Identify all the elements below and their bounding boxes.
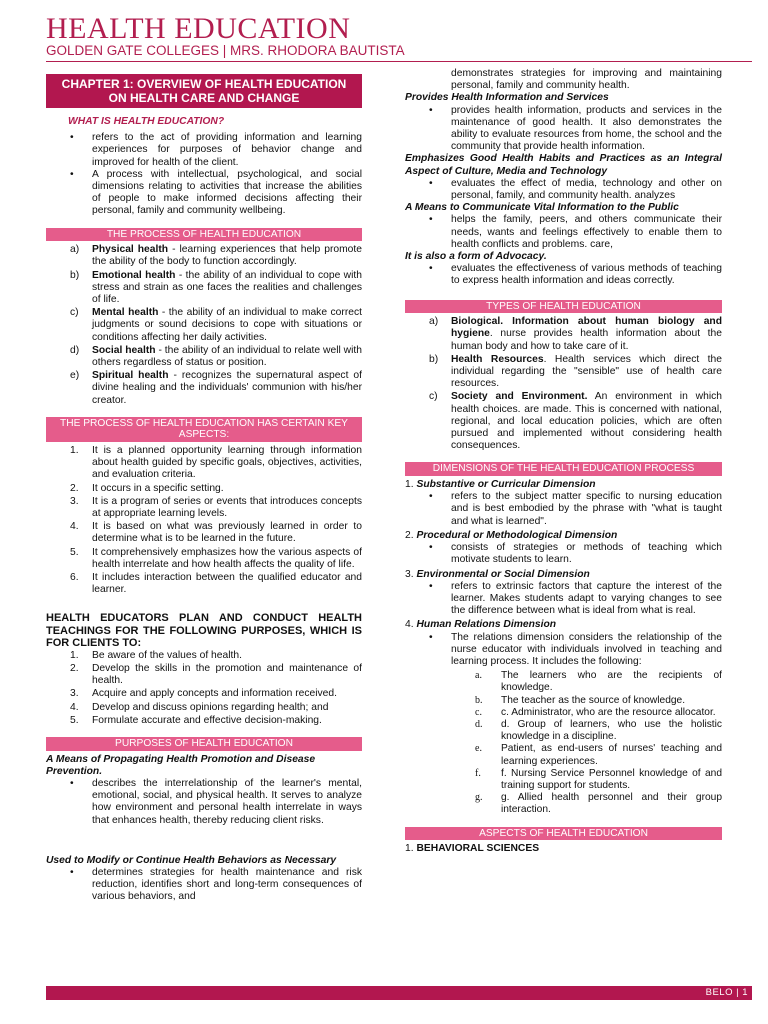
item-term: Social health: [92, 344, 156, 356]
dimension-list: [405, 491, 722, 528]
dimension-list: [405, 632, 722, 669]
list-item: • refers to extrinsic factors that capture the interest of the learner. Makes students adapt to varying changes to see the difference between what is ideal from what is real.: [451, 581, 722, 618]
list-marker: 3.: [70, 688, 79, 700]
process-list: [46, 244, 362, 407]
list-item: • provides health information, products and services in the maintenance of good health. It also demonstrates the ability to evaluate resources from home, the school and the community that provide health information.: [451, 105, 722, 154]
list-item: [70, 445, 362, 482]
item-desc: - the ability of an individual to cope with stress and strain as one faces the realities and challenges of life.: [92, 269, 362, 306]
list-marker: a): [429, 316, 439, 328]
item-text: The learners who are the recipients of knowledge.: [501, 670, 722, 694]
dimension-number: 4.: [405, 619, 414, 631]
dimension-number: 3.: [405, 568, 414, 580]
purpose-title: Emphasizes Good Health Habits and Practices as an Integral Aspect of Culture, Media and Technology: [405, 153, 722, 177]
item-text: Patient, as end-users of nurses' teaching and learning experiences.: [501, 743, 722, 767]
purpose-title: A Means of Propagating Health Promotion and Disease Prevention.: [46, 753, 316, 777]
page-number: BELO | 1: [705, 987, 748, 998]
list-item: [475, 670, 722, 694]
list-item: • A process with intellectual, psychological, and social dimensions relating to activities that increase the abilities of people to make informed decisions affecting their personal, family and community wellbeing.: [92, 169, 362, 218]
dimension-title: [405, 479, 722, 491]
continued-text: demonstrates strategies for improving and maintaining personal, family and community health.: [451, 68, 722, 92]
list-item: [70, 307, 363, 344]
dimension-title: [405, 530, 722, 542]
list-marker: 1.: [70, 445, 79, 457]
key-aspects-list: [46, 445, 362, 596]
item-desc: - the ability of an individual to relate well with others regardless of status or position.: [92, 344, 362, 369]
list-item: • describes the interrelationship of the learner's mental, emotional, social, and physical health. It serves to analyze how environment and personal health interrelate in ways that enhances health, thereby reducing client risks.: [92, 778, 362, 827]
item-term: Biological. Information about human biology and hygiene: [451, 316, 722, 340]
list-item: [429, 316, 722, 353]
item-text: It includes interaction between the qualified educator and learner.: [92, 572, 362, 596]
key-aspects-heading: THE PROCESS OF HEALTH EDUCATION HAS CERTAIN KEY ASPECTS:: [46, 417, 362, 442]
list-item: [70, 701, 362, 714]
list-marker: 5.: [70, 546, 79, 558]
list-marker: 1.: [70, 649, 79, 661]
item-desc: - recognizes the supernatural aspect of divine healing and the individuals' communion with his/her creator.: [92, 370, 362, 406]
purpose-title: It is also a form of Advocacy.: [405, 251, 547, 263]
what-is-heading: WHAT IS HEALTH EDUCATION?: [68, 116, 225, 127]
list-marker: c): [429, 391, 438, 403]
aspect-title: [405, 843, 722, 855]
item-desc: . Health services which direct the individual regarding the "sensible" use of health care resources.: [451, 353, 722, 390]
list-marker: 4.: [70, 521, 79, 533]
list-marker: 3.: [70, 495, 79, 507]
document-subtitle: GOLDEN GATE COLLEGES | MRS. RHODORA BAUTISTA: [46, 43, 405, 58]
educators-list: [46, 650, 362, 727]
list-item: [70, 244, 362, 268]
list-marker: e.: [475, 743, 482, 755]
purpose-list: [405, 263, 722, 287]
dimension-name: Environmental or Social Dimension: [416, 568, 590, 580]
dimension-list: [405, 581, 722, 618]
list-marker: 5.: [70, 714, 79, 726]
item-text: c. Administrator, who are the resource allocator.: [501, 706, 716, 718]
list-marker: b): [429, 353, 439, 365]
list-item: [429, 391, 722, 452]
purposes-heading: PURPOSES OF HEALTH EDUCATION: [46, 737, 362, 751]
item-text: Acquire and apply concepts and information received.: [92, 688, 337, 700]
item-term: Health Resources: [451, 353, 544, 365]
footer-bar: [46, 986, 752, 1000]
purpose-list: [405, 178, 722, 202]
list-marker: g.: [475, 792, 483, 804]
dimension-name: Substantive or Curricular Dimension: [416, 479, 596, 491]
item-desc: An environment in which health choices. are made. This is concerned with national, regional, and local education policies, which are often pursued and implemented without considering health consequences.: [451, 391, 722, 452]
list-item: • refers to the act of providing information and learning experiences for purposes of behavior change and improved for health of the client.: [92, 132, 362, 169]
relations-sublist: [405, 670, 722, 816]
list-item: [70, 572, 362, 596]
item-text: It comprehensively emphasizes how the various aspects of health interrelate and how health affects the quality of life.: [92, 546, 362, 570]
list-item: [70, 546, 362, 571]
item-desc: . nurse provides health information about the human body and how to take care of it.: [451, 328, 722, 352]
item-text: The teacher as the source of knowledge.: [501, 694, 686, 706]
purpose-list: [405, 105, 722, 154]
list-marker: a.: [475, 670, 482, 682]
list-marker: e): [70, 370, 80, 382]
item-text: d. Group of learners, who use the holistic knowledge in a discipline.: [501, 718, 722, 743]
dimension-number: 1.: [405, 479, 414, 491]
dimension-name: Human Relations Dimension: [416, 619, 557, 631]
list-item: [70, 649, 362, 662]
item-text: g. Allied health personnel and their group interaction.: [501, 792, 722, 816]
item-text: It is based on what was previously learned in order to determine what is to be learned in the future.: [92, 521, 362, 545]
list-item: • helps the family, peers, and others communicate their needs, wants and feelings effectively to enable them to health conflicts and problems. care,: [451, 214, 722, 251]
item-text: Develop and discuss opinions regarding health; and: [92, 701, 329, 713]
list-item: • evaluates the effectiveness of various methods of teaching to express health information and ideas correctly.: [451, 263, 722, 287]
list-marker: 2.: [70, 482, 79, 494]
item-term: Emotional health: [92, 269, 176, 281]
process-heading: THE PROCESS OF HEALTH EDUCATION: [46, 228, 362, 242]
item-text: It occurs in a specific setting.: [92, 482, 224, 494]
list-item: • consists of strategies or methods of teaching which motivate students to learn.: [451, 542, 722, 566]
aspects-heading: ASPECTS OF HEALTH EDUCATION: [405, 827, 722, 841]
list-marker: d.: [475, 718, 483, 730]
dimension-list: [405, 542, 722, 566]
types-list: [405, 316, 722, 452]
dimension-name: Procedural or Methodological Dimension: [416, 529, 618, 541]
list-item: [475, 767, 722, 792]
list-item: • refers to the subject matter specific to nursing education and is best embodied by the phrase with "what is taught and what is learned".: [451, 491, 722, 528]
list-item: [70, 688, 362, 700]
list-item: [70, 495, 362, 520]
list-item: [429, 353, 722, 391]
item-desc: - the ability of an individual to make correct judgments or sound decisions to cope with situations or conditions affecting her daily activities.: [92, 307, 363, 343]
list-item: [70, 714, 362, 727]
list-item: [70, 344, 362, 369]
list-item: [70, 662, 362, 687]
document-title: HEALTH EDUCATION: [46, 12, 351, 45]
list-item: • determines strategies for health maintenance and risk reduction, identifies short and long-term consequences of various behaviors, and: [92, 867, 362, 904]
dimension-title: [405, 619, 722, 631]
item-desc: - learning experiences that help promote the ability of the body to function accordingly.: [92, 244, 362, 268]
aspect-number: 1.: [405, 843, 414, 855]
list-item: • The relations dimension considers the relationship of the nurse educator with individuals involved in teaching and learning process. It includes the following:: [451, 632, 722, 669]
item-text: Develop the skills in the promotion and maintenance of health.: [92, 662, 362, 687]
list-marker: 2.: [70, 662, 79, 674]
aspect-name: BEHAVIORAL SCIENCES: [416, 843, 540, 855]
list-marker: c.: [475, 706, 482, 718]
purpose-title: A Means to Communicate Vital Information to the Public: [405, 202, 679, 214]
item-text: It is a program of series or events that introduces concepts at appropriate learning levels.: [92, 495, 362, 520]
left-column: [46, 68, 362, 904]
item-term: Physical health: [92, 244, 169, 256]
chapter-title: CHAPTER 1: OVERVIEW OF HEALTH EDUCATION ON HEALTH CARE AND CHANGE: [46, 74, 362, 108]
list-item: [475, 792, 722, 816]
list-item: • evaluates the effect of media, technology and other on personal, family, and community health. analyzes: [451, 178, 722, 202]
list-marker: d): [70, 344, 80, 356]
list-item: [475, 706, 722, 719]
dimension-number: 2.: [405, 529, 414, 541]
list-item: [475, 743, 722, 767]
list-item: [70, 269, 362, 307]
list-marker: b): [70, 269, 80, 281]
list-marker: 4.: [70, 701, 79, 713]
list-marker: 6.: [70, 572, 79, 584]
item-text: f. Nursing Service Personnel knowledge of and training support for students.: [501, 767, 722, 791]
header-rule: [46, 61, 752, 62]
list-item: [70, 521, 362, 545]
list-marker: b.: [475, 694, 483, 706]
purpose-title: Provides Health Information and Services: [405, 92, 609, 104]
list-marker: f.: [475, 767, 481, 779]
purpose-list: [46, 778, 362, 827]
list-item: [70, 482, 362, 495]
right-column: [405, 68, 722, 855]
item-text: Formulate accurate and effective decision-making.: [92, 714, 322, 726]
educators-heading: HEALTH EDUCATORS PLAN AND CONDUCT HEALTH TEACHINGS FOR THE FOLLOWING PURPOSES, WHICH IS FOR CLIENTS TO:: [46, 612, 362, 650]
list-marker: a): [70, 244, 80, 256]
item-term: Mental health: [92, 307, 159, 319]
what-is-list: [46, 132, 362, 217]
list-item: [70, 370, 362, 407]
list-marker: c): [70, 307, 79, 319]
item-text: It is a planned opportunity learning through information about health guided by specific goals, objectives, activities, and evaluation criteria.: [92, 445, 362, 481]
list-item: [475, 694, 722, 707]
purpose-title: Used to Modify or Continue Health Behaviors as Necessary: [46, 854, 337, 866]
purpose-list: [405, 214, 722, 251]
purpose-list: [46, 867, 362, 904]
item-term: Spiritual health: [92, 370, 169, 382]
dimension-title: [405, 569, 722, 581]
dimensions-heading: DIMENSIONS OF THE HEALTH EDUCATION PROCESS: [405, 462, 722, 476]
list-item: [475, 718, 722, 743]
types-heading: TYPES OF HEALTH EDUCATION: [405, 300, 722, 314]
item-term: Society and Environment.: [451, 391, 588, 403]
item-text: Be aware of the values of health.: [92, 649, 242, 661]
